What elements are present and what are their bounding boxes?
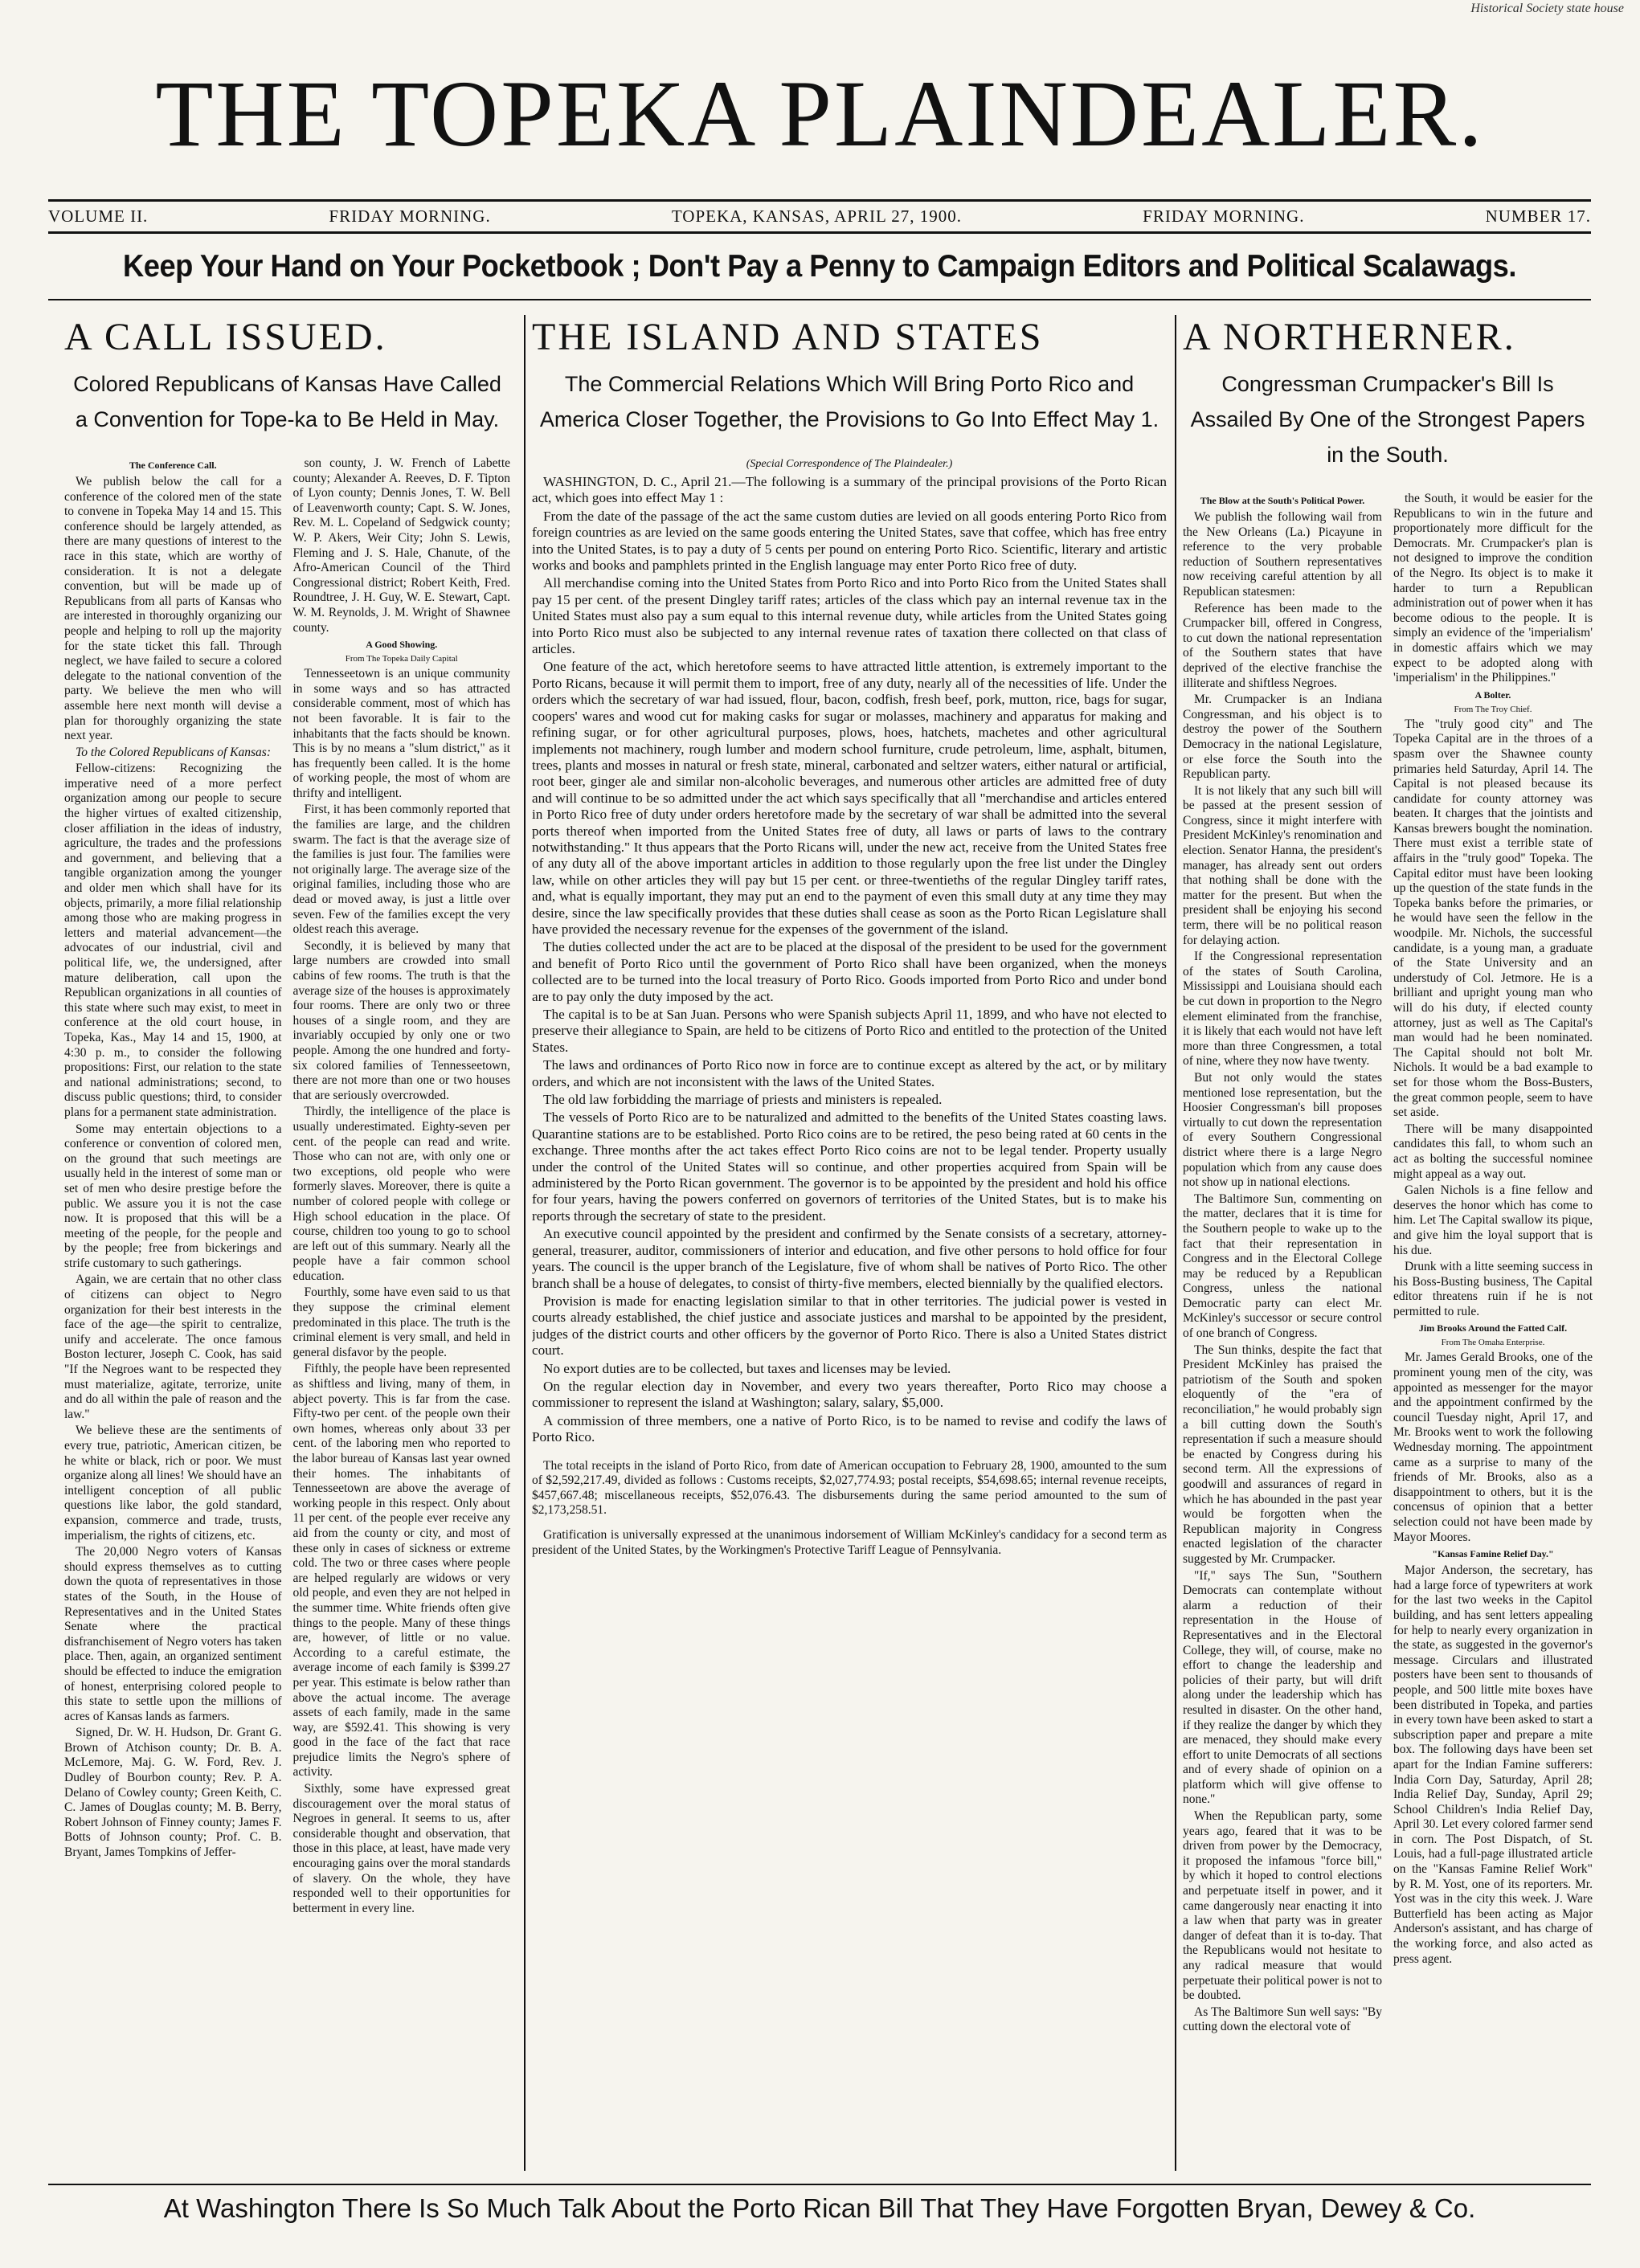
- paragraph: Some may entertain objections to a conference or convention of colored men, on the ground that such meetings are usually held in the interest of some man or set of men who desire prestige before the public. We assure you it is not the case now. It is proposed that this will be a meeting of the people, for the people and by the people; free from bickerings and strife customary to such gatherings.: [64, 1122, 282, 1270]
- paragraph: The duties collected under the act are to be placed at the disposal of the president to be used for the government and benefit of Porto Rico until the government of Porto Rico shall have been organized, when the moneys collected are to be turned into the local treasury of Porto Rico. Goods imported from Porto Rico and under bond are to pay only the duty imposed by the act.: [532, 939, 1167, 1004]
- correspondence-line: (Special Correspondence of The Plaindealer.): [746, 458, 953, 470]
- paragraph: First, it has been commonly reported that the families are large, and the children swarm. The fact is that the average size of the families is just four. The families were not originally large. The average size of the original families, including those who are dead or moved away, is just a little over seven. Few of the families except the very oldest reach this average.: [292, 803, 510, 937]
- subheading: Jim Brooks Around the Fatted Calf.: [1418, 1322, 1568, 1334]
- paragraph: We publish the following wail from the New Orleans (La.) Picayune in reference to the very probable reduction of Southern representatives now receiving careful attention by all Republican statesmen:: [1183, 510, 1382, 599]
- subheading: "Kansas Famine Relief Day.": [1432, 1548, 1554, 1560]
- source-line: From The Omaha Enterprise.: [1441, 1338, 1545, 1348]
- source-line: From The Troy Chief.: [1454, 704, 1532, 714]
- paragraph: The capital is to be at San Juan. Persons who were Spanish subjects April 11, 1899, and who have not elected to preserve their allegiance to Spain, are held to be citizens of Porto Rico and entitled to the protection of the United States.: [532, 1007, 1167, 1055]
- masthead: THE TOPEKA PLAINDEALER.: [155, 61, 1485, 166]
- paragraph: Signed, Dr. W. H. Hudson, Dr. Grant G. Brown of Atchison county; Dr. B. A. McLemore, Maj. G. W. Ford, Rev. J. Dudley of Bourbon county; Rev. P. A. Delano of Cowley county; Green Keith, C. C. James of Douglas county; M. B. Berry, Robert Johnson of Finney county; James F. Botts of Johnson county; Prof. C. B. Bryant, James Tompkins of Jeffer-: [64, 1726, 282, 1860]
- paragraph: Fellow-citizens: Recognizing the imperative need of a more perfect organization among our people to secure the higher virtues of exalted citizenship, closer affiliation in the ideas of industry, agriculture, the trades and the professions and government, and believing that a tangible organization among the younger and older men which shall have for its objects, primarily, a more filial relationship among those who are making progress in letters and material advancement—the advocates of our industrial, civil and political life, we, the undersigned, after mature deliberation, call upon the Republican organizations in all counties of this state where such may exist, to meet in conference at the old court house, in Topeka, Kas., May 14 and 15, 1900, at 4:30 p. m., to consider the following propositions: First, our relation to the state and national administrations; second, to discuss public questions; third, to consider plans for a permanent state administration.: [64, 762, 282, 1119]
- issue-number: NUMBER 17.: [1485, 206, 1591, 226]
- column-divider-1: [524, 315, 526, 2171]
- subheading: A Good Showing.: [366, 639, 438, 651]
- paragraph: the South, it would be easier for the Republicans to win in the future and proportionately more difficult for the Democrats. Mr. Crumpacker's plan is not designed to improve the condition of the Negro. Its object is to make it harder to turn a Republican administration out of power when it has become odious to the people. It is simply an evidence of the 'imperialism' in domestic affairs which we may expect to be adopted along with 'imperialism' in the Philippines.": [1393, 492, 1593, 685]
- article-call-issued: [64, 315, 510, 2171]
- paragraph: son county, J. W. French of Labette county; Alexander A. Reeves, D. F. Tipton of Lyon county; Dennis Jones, T. W. Bell of Leavenworth county; Capt. S. W. Jones, Rev. M. L. Copeland of Sedgwick county; W. P. Akers, Weir City; John S. Lewis, Fleming and J. S. Hale, Chanute, of the Afro-American Council of the Third Congressional district; Robert Keith, Fred. Roundtree, J. H. Guy, W. E. Stewart, Capt. W. M. Reynolds, J. M. Wright of Shawnee county.: [292, 456, 510, 635]
- subheading: A Bolter.: [1474, 689, 1511, 701]
- paragraph: One feature of the act, which heretofore seems to have attracted little attention, is extremely important to the Porto Ricans, because it will permit them to import, free of any duty, nearly all of the necessities of life. Under the orders which the secretary of war had issued, flour, bacon, codfish, fresh beef, pork, mutton, rice, bags for sugar, coopers' wares and wood cut for making casks for sugar or molasses, machinery and apparatus for making and refining sugar, or for other agricultural purposes, plows, hoes, hatchets, machetes and other agricultural implements not machinery, rough lumber and modern school furniture, crude petroleum, lime, asphalt, bitumen, trees, plants and mosses in natural or fresh state, mineral, carbonated and seltzer waters, either natural or artificial, root beer, ginger ale and similar non-alcoholic beverages, and numerous other articles are admitted free of duty and will continue to be so admitted under the act which says specifically that all "merchandise and articles entered in Porto Rico free of duty under orders heretofore made by the secretary of war shall be admitted into the several ports thereof when imported from the United States free of duty, all laws or parts of laws to the contrary notwithstanding." It thus appears that the Porto Ricans will, under the new act, receive from the United States free of any duty all of the above important articles in addition to those regularly upon the free list under the Dingley law, while on other articles they will pay but 15 per cent. or three-twentieths of the regular Dingley tariff rates, and, what is equally important, they may put an end to the payment of even this small duty at any time they may desire, since the law specifically provides that these duties shall cease as soon as the Porto Rican Legislature shall have provided the necessary revenue for the expenses of the government of the island.: [532, 659, 1167, 937]
- center-article-body: [532, 474, 1167, 1446]
- paragraph: WASHINGTON, D. C., April 21.—The following is a summary of the principal provisions of the Porto Rican act, which goes into effect May 1 :: [532, 474, 1167, 506]
- archive-stamp: Historical Society state house: [1470, 2, 1624, 15]
- paragraph: Tennesseetown is an unique community in some ways and so has attracted considerable comment, most of which has not been favorable. It is fair to the inhabitants that the facts should be known. This is by no means a "slum district," as it has frequently been called. It is the home of working people, the most of whom are thrifty and intelligent.: [292, 667, 510, 800]
- source-line: From The Topeka Daily Capital: [345, 654, 458, 664]
- paragraph: Thirdly, the intelligence of the place is usually underestimated. Eighty-seven per cent. of the people can read and write. Those who can not are, with only one or two exceptions, old people who were formerly slaves. Moreover, there is quite a number of colored people with college or High school education in the place. Of course, children too young to go to school are left out of this summary. Nearly all the people have a fair common school education.: [292, 1105, 510, 1283]
- deck-island-and-states: The Commercial Relations Which Will Bring Porto Rico and America Closer Together, the Provisions to Go Into Effect May 1.: [539, 372, 1159, 431]
- paragraph: The Baltimore Sun, commenting on the matter, declares that it is time for the Southern people to wake up to the fact that their representation in Congress and in the Electoral College may be reduced by a Republican Congress, unless the national Democratic party can elect Mr. McKinley's successor or secure control of one branch of Congress.: [1183, 1191, 1382, 1341]
- bottom-rule: [48, 2184, 1591, 2185]
- paragraph: It is not likely that any such bill will be passed at the present session of Congress, since it might interfere with President McKinley's renomination and election. Senator Hanna, the president's manager, has already sent out orders that nothing shall be done with the matter for the present. But when the president shall be enjoying his second term, there will be no political reason for delaying action.: [1183, 783, 1382, 947]
- subheading: The Conference Call.: [129, 460, 217, 471]
- paragraph: We believe these are the sentiments of every true, patriotic, American citizen, be he white or black, rich or poor. We must organize along all lines! We should have an intelligent conception of all public questions like labor, the gold standard, expansion, commerce and trade, trusts, imperialism, the rights of citizens, etc.: [64, 1424, 282, 1543]
- paragraph: Mr. Crumpacker is an Indiana Congressman, and his object is to destroy the power of the Southern Democracy in the national Legislature, or else force the South into the Republican party.: [1183, 693, 1382, 782]
- paragraph: "If," says The Sun, "Southern Democrats can contemplate without alarm a reduction of their representation in the House of Representatives and in the Electoral College, they will, of course, make no effort to change the leadership and policies of their party, but will drift along under the leadership which has resulted in disaster. On the other hand, if they realize the danger by which they are menaced, they should make every effort to unite Democrats of all sections and of every shade of opinion on a platform which will give offense to none.": [1183, 1568, 1382, 1807]
- paragraph: From the date of the passage of the act the same custom duties are levied on all goods entering Porto Rico from foreign countries as are levied on the same goods entering the United States, save that coffee, which has free entry into the United States, is to pay a duty of 5 cents per pound on entering Porto Rico. Scientific, literary and artistic works and books and pamphlets printed in the English language may enter Porto Rico free of duty.: [532, 508, 1167, 574]
- issue-info-bar: [48, 199, 1591, 234]
- day-left: FRIDAY MORNING.: [329, 206, 491, 226]
- paragraph: Again, we are certain that no other class of citizens can object to Negro organization for their best interests in the face of the age—the spirit to centralize, unify and accelerate. The once famous Boston lecturer, Joseph C. Cook, has said "If the Negroes want to be respected they must materialize, agitate, terrorize, unite and do all within the pale of reason and the law.": [64, 1273, 282, 1421]
- paragraph: Provision is made for enacting legislation similar to that in other territories. The judicial power is vested in courts already established, the chief justice and associate justices and marshal to be appointed by the president, judges of the district courts and other officers by the governor of Porto Rico. There is also a United States district court.: [532, 1293, 1167, 1359]
- paragraph: Drunk with a litte seeming success in his Boss-Busting business, The Capital editor threatens ruin if he is not permitted to rule.: [1393, 1260, 1593, 1318]
- kicker-call-issued: A CALL ISSUED.: [64, 316, 387, 358]
- gratification-paragraph: Gratification is universally expressed at the unanimous indorsement of William McKinley's candidacy for a second term as president of the United States, by the Workingmen's Protective Tariff League of Pennsylvania.: [532, 1527, 1167, 1557]
- left-column-2: [293, 456, 511, 1918]
- paragraph: The vessels of Porto Rico are to be naturalized and admitted to the benefits of the United States coasting laws. Quarantine stations are to be established. Porto Rico coins are to be retired, the peso being rated at 60 cents in the exchange. Three months after the act takes effect Porto Rico coins are not to be legal tender. Property usually under the control of the United States will so continue, and other properties acquired from Spain will be administered by the Porto Rican government. The governor is to be appointed by the president and hold his office for four years, having the powers conferred on governors of territories of the United States, but is to make his reports through the secretary of state to the president.: [532, 1109, 1167, 1224]
- banner-rule: [48, 299, 1591, 300]
- paragraph: When the Republican party, some years ago, feared that it was to be driven from power by the Democracy, it proposed the infamous "force bill," by which it hoped to control elections and perpetuate itself in power, and it came dangerously near enacting it into a law when that party was in greater danger of defeat than it is to-day. That the Republicans would not hesitate to any radical measure that would perpetuate their political power is not to be doubted.: [1183, 1809, 1382, 2003]
- bottom-headline: At Washington There Is So Much Talk About the Porto Rican Bill That They Have Forgotten Bryan, Dewey & Co.: [163, 2193, 1476, 2223]
- paragraph: Galen Nichols is a fine fellow and deserves the honor which has come to him. Let The Capital swallow its pique, and give him the loyal support that is his due.: [1393, 1183, 1593, 1257]
- paragraph: Mr. James Gerald Brooks, one of the prominent young men of the city, was appointed as messenger for the mayor and the appointment confirmed by the council Tuesday night, April 17, and Mr. Brooks went to work the following Wednesday morning. The appointment came as a surprise to many of the friends of Mr. Brooks, also as a disappointment to others, but it is the concensus of opinion that a better selection could not have been made by Mayor Moores.: [1393, 1351, 1593, 1544]
- day-right: FRIDAY MORNING.: [1143, 206, 1305, 226]
- kicker-island-and-states: THE ISLAND AND STATES: [532, 316, 1044, 358]
- volume: VOLUME II.: [48, 206, 149, 226]
- paragraph: The Sun thinks, despite the fact that President McKinley has praised the patriotism of the South and spoken eloquently of the "era of reconciliation," he would probably sign a bill cutting down the South's representation if such a measure should be enacted by Congress during his second term. All the expressions of goodwill and assurances of regard in which he has abounded in the past year would be forgotten when the Republican majority in Congress enacted legislation of the character suggested by Mr. Crumpacker.: [1183, 1342, 1382, 1566]
- paragraph: The "truly good city" and The Topeka Capital are in the throes of a spasm over the Shawnee county primaries held Saturday, April 14. The Capital is not pleased because its candidate for county attorney was beaten. It charges that the jointists and Kansas brewers bought the nomination. There must exist a terrible state of affairs in the "truly good" Topeka. The Capital editor must have been looking up the question of the state funds in the Topeka banks before the primaries, or he would have seen the fellow in the woodpile. Mr. Nichols, the successful candidate, is a young man, a graduate of the State University and an understudy of Col. Jetmore. He is a brilliant and upright young man who will do his duty, if elected county attorney, just as well as The Capital's man would had he been nominated. The Capital should not bolt Mr. Nichols. It would be a bad example to set for those whom the Boss-Busters, the great common people, seem to have set aside.: [1393, 717, 1593, 1120]
- paragraph: Secondly, it is believed by many that large numbers are crowded into small cabins of few rooms. The truth is that the average size of the houses is approximately four rooms. There are only two or three houses of a single room, and they are invariably occupied by only one or two people. Among the one hundred and forty-six colored families of Tennesseetown, there are not more than one or two houses that are seriously overcrowded.: [292, 938, 510, 1102]
- deck-call-issued: Colored Republicans of Kansas Have Called a Convention for Tope-ka to Be Held in May.: [73, 372, 501, 431]
- paragraph: Reference has been made to the Crumpacker bill, offered in Congress, to cut down the national representation of the Southern states that have deprived of the elective franchise the illiterate and shiftless Negroes.: [1183, 601, 1382, 690]
- deck-northerner: Congressman Crumpacker's Bill Is Assailed By One of the Strongest Papers in the South.: [1190, 372, 1585, 467]
- paragraph: The old law forbidding the marriage of priests and ministers is repealed.: [543, 1092, 943, 1108]
- paragraph: No export duties are to be collected, but taxes and licenses may be levied.: [543, 1360, 951, 1376]
- paragraph: Major Anderson, the secretary, has had a large force of typewriters at work for the last two weeks in the Capitol building, and has sent letters appealing for help to nearly every organization in the state, as suggested in the governor's message. Circulars and illustrated posters have been sent to thousands of people, and 500 little mite boxes have been distributed in Topeka, and parties in every town have been asked to start a subscription paper and prepare a mite box. The following days have been set apart for the Indian Famine sufferers: India Corn Day, Saturday, April 28; India Relief Day, Sunday, April 29; School Children's India Relief Day, April 30. Let every colored farmer send in corn. The Post Dispatch, of St. Louis, had a full-page illustrated article on the "Kansas Famine Relief Work" by R. M. Yost, one of its reporters. Mr. Yost was in the city this week. J. Ware Butterfield has been acting as Major Anderson's assistant, and has charge of the working force, and also acted as press agent.: [1393, 1563, 1593, 1966]
- paragraph: If the Congressional representation of the states of South Carolina, Mississippi and Louisiana should each be cut down in proportion to the Negro element eliminated from the franchise, it is likely that each would not have left more than three Congressmen, a total of nine, where they now have twenty.: [1183, 950, 1382, 1069]
- right-column-2: [1393, 492, 1593, 2037]
- paragraph: There will be many disappointed candidates this fall, to whom such an act as bolting the successful nominee might appeal as a way out.: [1393, 1122, 1593, 1181]
- paragraph: An executive council appointed by the president and confirmed by the Senate consists of a secretary, attorney-general, treasurer, auditor, commissioners of interior and education, and five other persons to hold office for four years. The council is the upper branch of the Legislature, five of whom shall be natives of Porto Rico. The other branch shall be a house of delegates, to consist of thirty-five members, elected biennially by the qualified electors.: [532, 1226, 1167, 1291]
- left-column-1: [64, 456, 282, 1918]
- paragraph: A commission of three members, one a native of Porto Rico, is to be named to revise and codify the laws of Porto Rico.: [532, 1412, 1167, 1445]
- paragraph: On the regular election day in November, and every two years thereafter, Porto Rico may choose a commissioner to represent the island at Washington; salary, salary, $5,000.: [532, 1378, 1167, 1411]
- paragraph: All merchandise coming into the United States from Porto Rico and into Porto Rico from the United States shall pay 15 per cent. of the present Dingley tariff rates; articles of the class which pay an internal revenue tax in the United States must also pay a sum equal to this internal revenue duty, while articles from the United States going into Porto Rico must also be subjected to any internal revenue rates of taxation there collected on that class of articles.: [532, 575, 1167, 657]
- subheading: The Blow at the South's Political Power.: [1200, 495, 1365, 506]
- receipts-paragraph: The total receipts in the island of Porto Rico, from date of American occupation to February 28, 1900, amounted to the sum of $2,592,217.49, divided as follows : Customs receipts, $2,027,774.93; postal receipts, $54,698.65; internal revenue receipts, $457,667.48; miscellaneous receipts, $52,076.43. The disbursements during the same period amounted to the sum of $2,173,258.51.: [532, 1458, 1167, 1518]
- paragraph: The laws and ordinances of Porto Rico now in force are to continue except as altered by the act, or by military orders, and which are not inconsistent with the laws of the United States.: [532, 1057, 1167, 1089]
- paragraph: Fifthly, the people have been represented as shiftless and living, many of them, in abject poverty. This is far from the case. Fifty-two per cent. of the people own their own homes, whereas only about 33 per cent. of the laboring men who reported to the labor bureau of Kansas last year owned their homes. The inhabitants of Tennesseetown are above the average of working people in this respect. Only about 11 per cent. of the people ever receive any aid from the county or city, and most of these only in cases of sickness or extreme cold. The two or three cases where people are helped regularly are widows or very old people, and even they are not helped in the summer time. White friends often give things to the people. Many of these things are, however, of little or no value. According to a careful estimate, the average income of each family is $399.27 per year. This estimate is below rather than above the actual income. The average assets of each family, made in the same way, are $592.41. This showing is very good in the face of the fact that race prejudice limits the Negro's sphere of activity.: [292, 1362, 510, 1780]
- paragraph: Fourthly, some have even said to us that they suppose the criminal element predominated in this place. The truth is the criminal element is very small, and held in general disfavor by the people.: [292, 1285, 510, 1359]
- paragraph: As The Baltimore Sun well says: "By cutting down the electoral vote of: [1183, 2004, 1382, 2034]
- paragraph: But not only would the states mentioned lose representation, but the Hoosier Congressman's bill proposes virtually to cut down the representation of every Southern Congressional district where there is a large Negro population which from any cause does not show up in national elections.: [1183, 1070, 1382, 1190]
- paragraph: We publish below the call for a conference of the colored men of the state to convene in Topeka May 14 and 15. This conference should be largely attended, as there are many questions of interest to the race in this state, which are worthy of consideration. It is not a delegate convention, but will be made up of Republicans from all parts of Kansas who are interested in thoroughly organizing our people and helping to roll up the majority for the state ticket this fall. Through neglect, we have failed to secure a colored delegate to the national convention of the party. We believe the men who will assemble here next month will devise a plan for thoroughly organizing the state next year.: [64, 475, 282, 743]
- article-island-and-states: [532, 315, 1167, 2171]
- salutation: To the Colored Republicans of Kansas:: [76, 745, 271, 759]
- right-column-1: [1183, 492, 1382, 2037]
- kicker-northerner: A NORTHERNER.: [1183, 316, 1516, 358]
- paragraph: The 20,000 Negro voters of Kansas should express themselves as to cutting down the quota of representatives in those states of the South, in the House of Representatives and in the United States Senate where the practical disfranchisement of Negro voters has taken place. Then, again, an organized sentiment should be effected to induce the emigration of honest, enterprising colored people to this state to settle upon the millions of acres of Kansas lands as farmers.: [64, 1545, 282, 1723]
- dateline: TOPEKA, KANSAS, APRIL 27, 1900.: [671, 206, 963, 226]
- banner-headline: Keep Your Hand on Your Pocketbook ; Don't Pay a Penny to Campaign Editors and Political Scalawags.: [123, 249, 1516, 284]
- paragraph: Sixthly, some have expressed great discouragement over the moral status of Negroes in general. It seems to us, after considerable thought and observation, that those in this place, at least, have made very encouraging gains over the moral standards of slavery. On the whole, they have responded well to their opportunities for betterment in every line.: [292, 1782, 510, 1915]
- article-northerner: [1183, 315, 1593, 2171]
- column-divider-2: [1175, 315, 1176, 2171]
